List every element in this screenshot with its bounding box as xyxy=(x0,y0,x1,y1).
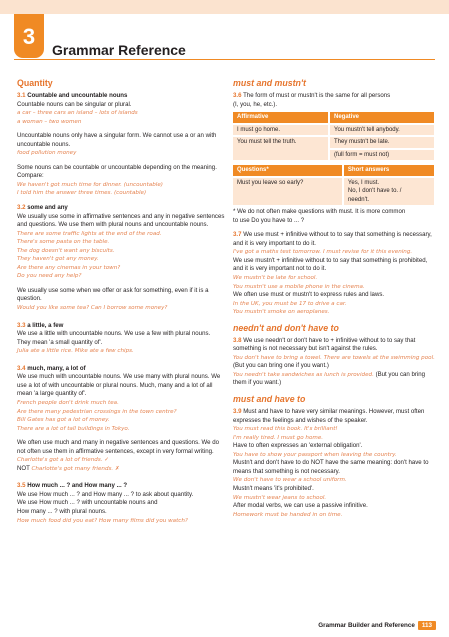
footer-label: Grammar Builder and Reference xyxy=(318,622,415,629)
s36-note: to use Do you have to ... ? xyxy=(233,216,305,224)
s33-example: Julia ate a little rice. Mike ate a few chips. xyxy=(17,348,134,355)
s39-line3: Mustn't and don't have to do NOT have the same meaning: don't have to means that something is not necessary. xyxy=(233,459,429,475)
section-heading-quantity: Quantity xyxy=(17,78,53,88)
s31-example: food pollution money xyxy=(17,150,77,157)
table-header: Questions* xyxy=(233,165,342,176)
top-band xyxy=(0,0,449,14)
s32-heading: 3.2 some and any xyxy=(17,204,68,212)
s32-example: There's some pasta on the table. xyxy=(17,239,110,246)
s35-line1: We use How much ... ? and How many ... ? to ask about quantity. xyxy=(17,490,194,498)
s38-line1: 3.8 We use needn't or don't have to + infinitive without to to say that something is not necessary but isn't against the rules. xyxy=(233,336,416,353)
s34-example: French people don't drink much tea. xyxy=(17,399,119,406)
unit-number-tab xyxy=(14,14,44,58)
s31-example: a car – three cars an island – lots of islands xyxy=(17,110,138,117)
s31-line3: Some nouns can be countable or uncountable depending on the meaning. Compare: xyxy=(17,163,217,180)
s34-line2: We often use much and many in negative sentences and questions. We do not often use them in affirmative sentences, except in very formal writing. xyxy=(17,439,220,455)
table-header: Negative xyxy=(330,112,434,123)
page-title: Grammar Reference xyxy=(52,42,186,58)
s39-example: You have to show your passport when leaving the country. xyxy=(233,451,397,458)
unit-number: 3 xyxy=(22,24,36,49)
section-heading-must-have-to: must and have to xyxy=(233,394,306,405)
s37-line3: We often use must or mustn't to express rules and laws. xyxy=(233,291,385,299)
s35-line3: How many ... ? with plural nouns. xyxy=(17,507,107,515)
s37-example: I've got a maths test tomorrow. I must revise for it this evening. xyxy=(233,249,413,256)
s35-line2: We use How much ... ? with uncountable nouns and xyxy=(17,499,158,507)
s34-example: Are there many pedestrian crossings in the town centre? xyxy=(17,408,177,415)
s32-example: Are there any cinemas in your town? xyxy=(17,264,121,271)
s39-example: We don't have to wear a school uniform. xyxy=(233,477,347,484)
s39-example: Homework must be handed in on time. xyxy=(233,511,343,518)
s39-example: I'm really tired. I must go home. xyxy=(233,434,324,441)
section-heading-must-mustnt: must and mustn't xyxy=(233,78,306,88)
s39-line4: Mustn't means 'it's prohibited'. xyxy=(233,484,314,492)
s34-line1: We use much with uncountable nouns. We use many with plural nouns. We use a lot of with uncountable or plural nouns. Much, many and a lot of all mean 'a large quantity of'. xyxy=(17,373,221,398)
table-header: Short answers xyxy=(344,165,434,176)
s38-example: You don't have to bring a towel. There are towels at the swimming pool. (But you can bring one if you want.) xyxy=(233,354,435,370)
must-forms-table xyxy=(231,110,436,162)
s32-line2: We usually use some when we offer or ask for something, even if it is a question. xyxy=(17,286,209,303)
short-answer: Yes, I must. xyxy=(347,179,380,186)
s31-line1: Countable nouns can be singular or plural. xyxy=(17,100,132,108)
s37-line1: 3.7 We use must + infinitive without to to say that something is necessary, and it is very important to do it. xyxy=(233,231,432,247)
table-cell: You must tell the truth. xyxy=(233,137,328,160)
page-footer xyxy=(318,621,436,630)
s34-not-example: NOT Charlotte's got many friends. ✗ xyxy=(17,464,120,472)
s33-line1: We use a little with uncountable nouns. We use a few with plural nouns. They mean 'a small quantity of'. xyxy=(17,330,211,346)
right-column xyxy=(233,78,438,519)
s36-line1: 3.6 The form of must or mustn't is the same for all persons xyxy=(233,92,391,99)
table-cell: Must you leave so early? xyxy=(233,178,342,206)
short-answer: No, I don't have to. / xyxy=(347,188,402,195)
s31-example: I told him the answer three times. (countable) xyxy=(17,190,147,197)
s32-example: Would you like some tea? Can I borrow some money? xyxy=(17,305,168,312)
table-cell: I must go home. xyxy=(233,125,328,136)
s37-example: You mustn't use a mobile phone in the cinema. xyxy=(233,283,365,290)
s37-example: We mustn't be late for school. xyxy=(233,275,318,282)
s34-example: Charlotte's got a lot of friends. ✓ xyxy=(17,457,109,464)
s36-note: * We do not often make questions with must. It is more common xyxy=(233,208,406,216)
s39-line1: 3.9 Must and have to have very similar meanings. However, must often expresses the feelings and wishes of the speaker. xyxy=(233,408,425,424)
s32-example: There are some traffic lights at the end of the road. xyxy=(17,230,162,237)
s39-example: You must read this book. It's brilliant! xyxy=(233,426,338,433)
s39-line5: After modal verbs, we can use a passive infinitive. xyxy=(233,502,368,510)
table-cell: (full form = must not) xyxy=(330,150,434,161)
table-header: Affirmative xyxy=(233,112,328,123)
left-column xyxy=(17,78,225,525)
s33-heading: 3.3 a little, a few xyxy=(17,321,64,329)
section-heading-neednt: needn't and don't have to xyxy=(233,322,339,333)
table-cell: They mustn't be late. xyxy=(330,137,434,148)
s37-line2: We use mustn't + infinitive without to to say that something is prohibited, and it is very important not to do it. xyxy=(233,256,428,273)
s31-example: a woman – two women xyxy=(17,118,82,125)
s32-example: They haven't got any money. xyxy=(17,256,99,263)
must-questions-table xyxy=(231,163,436,207)
s32-example: The dog doesn't want any biscuits. xyxy=(17,247,115,254)
short-answer: needn't. xyxy=(347,196,370,203)
s36-line2: (I, you, he, etc.). xyxy=(233,100,278,108)
s34-example: There are a lot of tall buildings in Tokyo. xyxy=(17,425,130,432)
s34-example: Bill Gates has got a lot of money. xyxy=(17,417,110,424)
s32-line1: We usually use some in affirmative sentences and any in negative sentences and questions. We use them with plural nouns and uncountable nouns. xyxy=(17,212,225,229)
table-cell: You mustn't tell anybody. xyxy=(330,125,434,136)
s31-line2: Uncountable nouns only have a singular form. We cannot use a or an with uncountable nouns. xyxy=(17,132,217,148)
s39-example: We mustn't wear jeans to school. xyxy=(233,494,327,501)
s32-example: Do you need any help? xyxy=(17,273,82,280)
s37-example: In the UK, you must be 17 to drive a car. xyxy=(233,300,347,307)
s37-example: You mustn't smoke on aeroplanes. xyxy=(233,309,330,316)
s31-heading: 3.1 Countable and uncountable nouns xyxy=(17,92,128,99)
s31-example: We haven't got much time for dinner. (uncountable) xyxy=(17,181,163,188)
s35-example: How much food did you eat? How many films did you watch? xyxy=(17,517,188,524)
page-number: 113 xyxy=(418,621,436,630)
s35-heading: 3.5 How much ... ? and How many ... ? xyxy=(17,482,128,490)
title-divider xyxy=(14,59,435,60)
s38-example: You needn't take sandwiches as lunch is provided. (But you can bring them if you want.) xyxy=(233,370,426,387)
s34-heading: 3.4 much, many, a lot of xyxy=(17,364,86,372)
table-cell xyxy=(344,178,434,206)
s39-line2: Have to often expresses an 'external obligation'. xyxy=(233,442,363,450)
